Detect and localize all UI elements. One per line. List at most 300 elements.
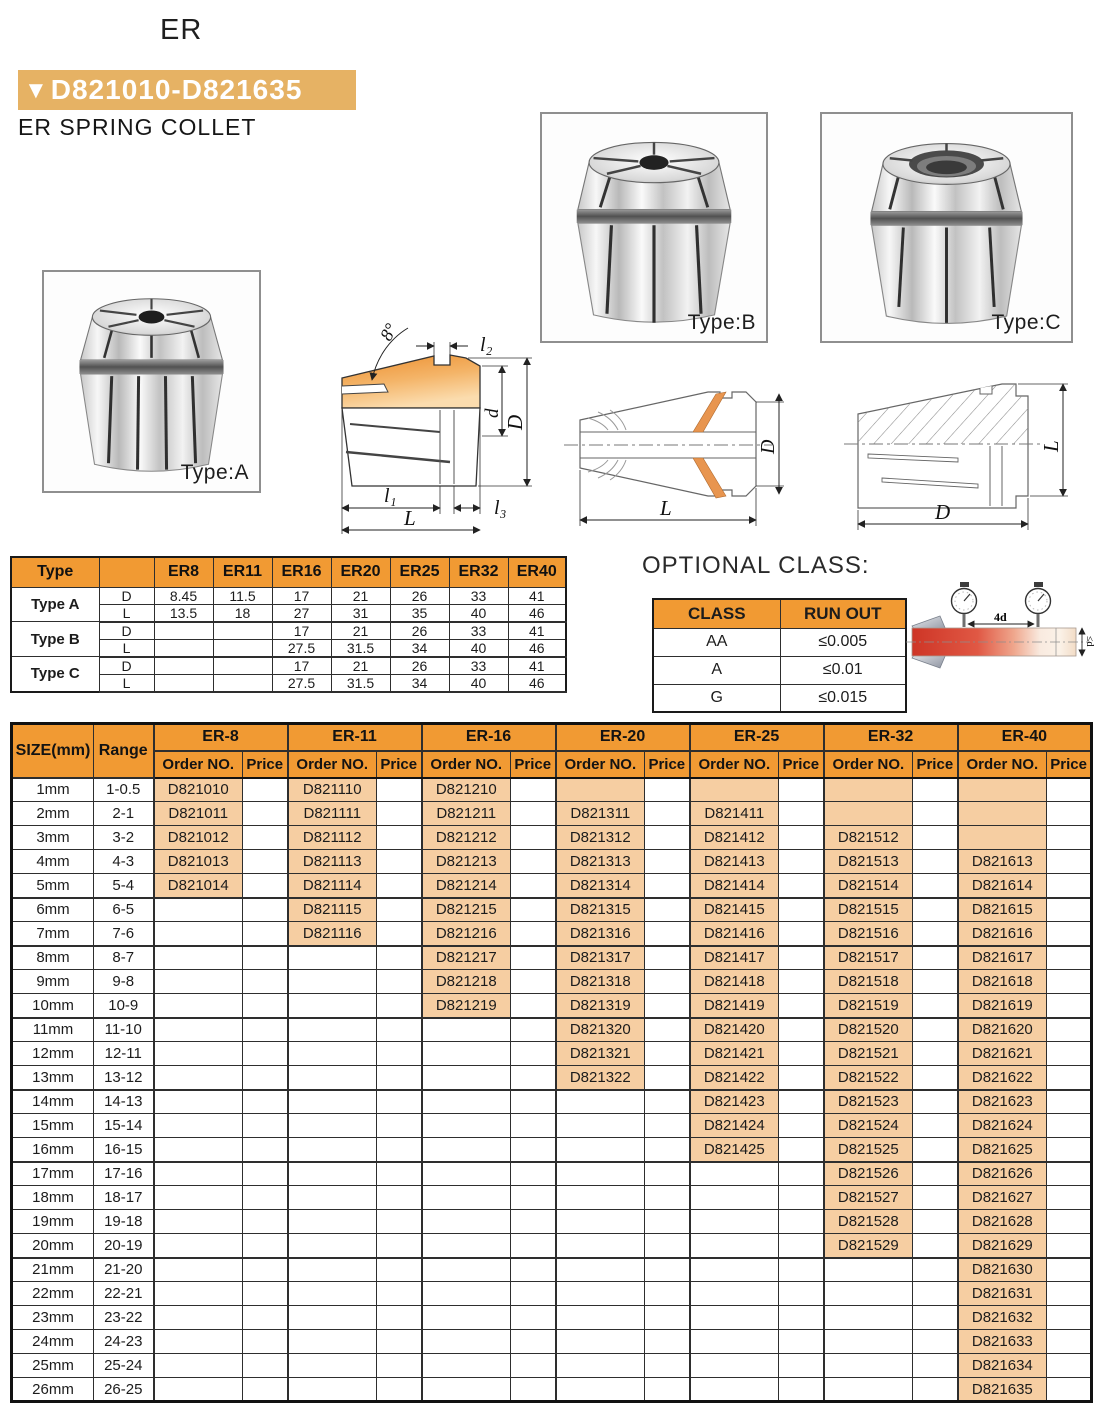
order-no-cell: D821115 xyxy=(288,898,377,922)
dim-value-cell xyxy=(154,657,213,675)
order-no-cell: D821514 xyxy=(824,874,913,898)
range-cell: 11-10 xyxy=(94,1018,154,1042)
order-no-cell xyxy=(690,1330,779,1354)
price-cell xyxy=(1047,874,1092,898)
price-cell xyxy=(511,1258,556,1282)
order-no-cell: D821213 xyxy=(422,850,511,874)
dim-value-cell: 40 xyxy=(449,604,508,622)
order-no-cell: D821632 xyxy=(958,1306,1047,1330)
range-cell: 18-17 xyxy=(94,1186,154,1210)
price-cell xyxy=(377,826,422,850)
price-cell xyxy=(243,1066,288,1090)
dim-value-cell: 27.5 xyxy=(272,674,331,692)
order-no-cell: D821631 xyxy=(958,1282,1047,1306)
dim-value-cell: 26 xyxy=(390,657,449,675)
order-no-cell: D821211 xyxy=(422,802,511,826)
order-no-cell: D821013 xyxy=(154,850,243,874)
order-no-cell: D821524 xyxy=(824,1114,913,1138)
order-no-cell: D821525 xyxy=(824,1138,913,1162)
order-no-cell xyxy=(154,994,243,1018)
range-cell: 16-15 xyxy=(94,1138,154,1162)
price-cell xyxy=(645,850,690,874)
dimension-drawing xyxy=(328,318,564,540)
price-cell xyxy=(377,994,422,1018)
price-cell xyxy=(377,1066,422,1090)
order-header-er-40: ER-40 xyxy=(958,724,1092,751)
order-no-cell xyxy=(824,1378,913,1402)
range-cell: 9-8 xyxy=(94,970,154,994)
price-cell xyxy=(377,1234,422,1258)
price-cell xyxy=(1047,1354,1092,1378)
dim-value-cell xyxy=(213,657,272,675)
price-cell xyxy=(511,1306,556,1330)
order-no-cell xyxy=(690,1258,779,1282)
dim-label-angle: 8° xyxy=(375,320,402,344)
price-cell xyxy=(645,1066,690,1090)
order-no-cell xyxy=(556,1306,645,1330)
dial-indicator-icon xyxy=(1026,582,1051,627)
order-no-cell: D821011 xyxy=(154,802,243,826)
order-no-cell: D821113 xyxy=(288,850,377,874)
price-cell xyxy=(511,1378,556,1402)
size-cell: 6mm xyxy=(12,898,94,922)
order-no-cell xyxy=(154,1018,243,1042)
collet-image-a xyxy=(44,272,259,491)
dim-value-cell: 31 xyxy=(331,604,390,622)
triangle-marker-icon: ▼ xyxy=(24,77,49,104)
price-cell xyxy=(377,778,422,802)
price-cell xyxy=(913,874,958,898)
order-table-head xyxy=(12,724,1092,778)
price-cell xyxy=(1047,826,1092,850)
order-no-cell: D821411 xyxy=(690,802,779,826)
price-cell xyxy=(511,994,556,1018)
page-title: ER SPRING COLLET xyxy=(18,114,257,140)
price-cell xyxy=(913,898,958,922)
price-cell xyxy=(243,1162,288,1186)
size-cell: 17mm xyxy=(12,1162,94,1186)
order-no-cell xyxy=(288,1162,377,1186)
price-cell xyxy=(243,1258,288,1282)
order-no-cell: D821618 xyxy=(958,970,1047,994)
order-no-cell xyxy=(556,1186,645,1210)
order-subheader-price: Price xyxy=(1047,751,1092,778)
size-cell: 2mm xyxy=(12,802,94,826)
order-no-cell xyxy=(690,1354,779,1378)
order-no-cell: D821010 xyxy=(154,778,243,802)
order-no-cell xyxy=(154,1210,243,1234)
order-no-cell: D821414 xyxy=(690,874,779,898)
price-cell xyxy=(913,1162,958,1186)
runout-diagram xyxy=(906,580,1096,700)
order-no-cell: D821014 xyxy=(154,874,243,898)
price-cell xyxy=(243,970,288,994)
dim-value-cell: 41 xyxy=(508,657,566,675)
dimension-row xyxy=(11,587,566,604)
price-cell xyxy=(1047,1018,1092,1042)
order-subheader-price: Price xyxy=(243,751,288,778)
price-cell xyxy=(913,922,958,946)
photo-label-type-c: Type:C xyxy=(991,311,1061,334)
price-cell xyxy=(511,1138,556,1162)
class-value-cell: G xyxy=(653,684,780,712)
size-cell: 23mm xyxy=(12,1306,94,1330)
order-no-cell: D821114 xyxy=(288,874,377,898)
order-row xyxy=(12,922,1092,946)
order-no-cell xyxy=(154,1114,243,1138)
price-cell xyxy=(511,1234,556,1258)
order-no-cell xyxy=(556,1138,645,1162)
price-cell xyxy=(243,778,288,802)
price-cell xyxy=(511,1042,556,1066)
order-no-cell xyxy=(422,1042,511,1066)
price-cell xyxy=(913,802,958,826)
dim-label-D: D xyxy=(503,414,527,430)
price-cell xyxy=(779,850,824,874)
price-cell xyxy=(377,1138,422,1162)
price-cell xyxy=(779,994,824,1018)
order-row xyxy=(12,1114,1092,1138)
range-cell: 13-12 xyxy=(94,1066,154,1090)
order-no-cell: D821630 xyxy=(958,1258,1047,1282)
order-subheader-price: Price xyxy=(511,751,556,778)
order-no-cell: D821318 xyxy=(556,970,645,994)
class-row xyxy=(653,684,906,712)
order-no-cell xyxy=(288,946,377,970)
order-no-cell: D821311 xyxy=(556,802,645,826)
price-cell xyxy=(913,1138,958,1162)
price-cell xyxy=(377,1018,422,1042)
order-no-cell: D821529 xyxy=(824,1234,913,1258)
dim-value-cell: 46 xyxy=(508,604,566,622)
order-row xyxy=(12,1354,1092,1378)
order-no-cell xyxy=(690,1306,779,1330)
dim-header-ER8: ER8 xyxy=(154,557,213,587)
order-no-cell: D821633 xyxy=(958,1330,1047,1354)
photo-type-c xyxy=(820,112,1073,343)
order-no-cell xyxy=(824,1330,913,1354)
order-no-cell xyxy=(422,1210,511,1234)
order-no-cell: D821527 xyxy=(824,1186,913,1210)
size-cell: 11mm xyxy=(12,1018,94,1042)
class-header-row xyxy=(653,599,906,628)
order-no-cell xyxy=(288,1258,377,1282)
order-no-cell: D821322 xyxy=(556,1066,645,1090)
price-cell xyxy=(511,802,556,826)
order-no-cell: D821422 xyxy=(690,1066,779,1090)
order-no-cell xyxy=(154,1186,243,1210)
order-header-er-32: ER-32 xyxy=(824,724,958,751)
class-table-head xyxy=(653,599,906,628)
price-cell xyxy=(511,1066,556,1090)
price-cell xyxy=(779,970,824,994)
order-header-range: Range xyxy=(94,724,154,778)
price-cell xyxy=(645,1282,690,1306)
order-row xyxy=(12,802,1092,826)
order-no-cell xyxy=(288,1354,377,1378)
price-cell xyxy=(377,1330,422,1354)
range-cell: 4-3 xyxy=(94,850,154,874)
price-cell xyxy=(913,1234,958,1258)
dim-label-L3: L xyxy=(1039,440,1063,452)
collet-image-c xyxy=(822,114,1071,341)
part-range-text: D821010-D821635 xyxy=(50,74,303,105)
price-cell xyxy=(913,994,958,1018)
dim-label-d: d xyxy=(482,408,503,418)
price-cell xyxy=(913,1186,958,1210)
order-no-cell xyxy=(288,1186,377,1210)
order-no-cell xyxy=(690,1186,779,1210)
photo-label-type-b: Type:B xyxy=(687,311,756,334)
dim-value-cell: 13.5 xyxy=(154,604,213,622)
order-no-cell xyxy=(288,1378,377,1402)
size-cell: 12mm xyxy=(12,1042,94,1066)
order-row xyxy=(12,1018,1092,1042)
dim-value-cell: 8.45 xyxy=(154,587,213,604)
order-subheader-order-no: Order NO. xyxy=(154,751,243,778)
order-no-cell xyxy=(288,1042,377,1066)
range-cell: 6-5 xyxy=(94,898,154,922)
price-cell xyxy=(511,1162,556,1186)
price-cell xyxy=(645,1090,690,1114)
order-no-cell xyxy=(154,1138,243,1162)
price-cell xyxy=(779,1258,824,1282)
order-no-cell: D821623 xyxy=(958,1090,1047,1114)
dim-value-cell: 33 xyxy=(449,657,508,675)
order-row xyxy=(12,994,1092,1018)
order-no-cell xyxy=(556,1330,645,1354)
order-no-cell: D821317 xyxy=(556,946,645,970)
order-row xyxy=(12,778,1092,802)
range-cell: 25-24 xyxy=(94,1354,154,1378)
dim-value-cell: 18 xyxy=(213,604,272,622)
price-cell xyxy=(377,1042,422,1066)
order-no-cell: D821420 xyxy=(690,1018,779,1042)
order-no-cell: D821629 xyxy=(958,1234,1047,1258)
range-cell: 7-6 xyxy=(94,922,154,946)
dim-value-cell: 33 xyxy=(449,622,508,640)
order-no-cell xyxy=(422,1162,511,1186)
price-cell xyxy=(645,778,690,802)
size-cell: 9mm xyxy=(12,970,94,994)
price-cell xyxy=(913,1090,958,1114)
price-cell xyxy=(1047,1210,1092,1234)
price-cell xyxy=(913,1282,958,1306)
price-cell xyxy=(243,1210,288,1234)
price-cell xyxy=(1047,1378,1092,1402)
type-label: Type B xyxy=(11,622,99,657)
price-cell xyxy=(511,946,556,970)
dim-value-cell: 41 xyxy=(508,622,566,640)
order-no-cell xyxy=(422,1186,511,1210)
price-cell xyxy=(243,1114,288,1138)
order-no-cell xyxy=(690,1378,779,1402)
order-no-cell xyxy=(288,1138,377,1162)
order-no-cell: D821627 xyxy=(958,1186,1047,1210)
order-no-cell xyxy=(824,802,913,826)
price-cell xyxy=(1047,1042,1092,1066)
price-cell xyxy=(779,802,824,826)
order-subheader-price: Price xyxy=(913,751,958,778)
order-no-cell: D821315 xyxy=(556,898,645,922)
size-cell: 15mm xyxy=(12,1114,94,1138)
price-cell xyxy=(377,1162,422,1186)
price-cell xyxy=(1047,946,1092,970)
order-subheader-price: Price xyxy=(779,751,824,778)
dim-header-blank xyxy=(99,557,154,587)
range-cell: 19-18 xyxy=(94,1210,154,1234)
price-cell xyxy=(243,994,288,1018)
order-no-cell: D821515 xyxy=(824,898,913,922)
order-no-cell: D821112 xyxy=(288,826,377,850)
price-cell xyxy=(1047,802,1092,826)
price-cell xyxy=(645,1018,690,1042)
dim-value-cell xyxy=(213,639,272,657)
dim-label-l1: l₁ xyxy=(384,485,397,507)
order-no-cell: D821628 xyxy=(958,1210,1047,1234)
size-cell: 1mm xyxy=(12,778,94,802)
dim-letter-cell: D xyxy=(99,587,154,604)
order-no-cell xyxy=(288,1306,377,1330)
dim-letter-cell: L xyxy=(99,639,154,657)
runout-span-label: 4d xyxy=(994,610,1007,624)
price-cell xyxy=(243,1306,288,1330)
order-no-cell: D821214 xyxy=(422,874,511,898)
order-no-cell: D821425 xyxy=(690,1138,779,1162)
order-no-cell: D821218 xyxy=(422,970,511,994)
price-cell xyxy=(779,1042,824,1066)
price-cell xyxy=(913,1114,958,1138)
price-cell xyxy=(1047,1114,1092,1138)
order-row xyxy=(12,826,1092,850)
dimension-row xyxy=(11,657,566,675)
dim-value-cell: 34 xyxy=(390,674,449,692)
order-row xyxy=(12,1186,1092,1210)
price-cell xyxy=(377,1186,422,1210)
dim-value-cell: 17 xyxy=(272,622,331,640)
order-no-cell: D821319 xyxy=(556,994,645,1018)
price-cell xyxy=(1047,1138,1092,1162)
order-table-body xyxy=(12,778,1092,1402)
dim-value-cell: 11.5 xyxy=(213,587,272,604)
price-cell xyxy=(1047,1234,1092,1258)
order-no-cell xyxy=(422,1306,511,1330)
price-cell xyxy=(779,826,824,850)
price-cell xyxy=(511,1114,556,1138)
dim-value-cell xyxy=(154,622,213,640)
price-cell xyxy=(779,1234,824,1258)
order-no-cell xyxy=(288,1234,377,1258)
price-cell xyxy=(645,1258,690,1282)
order-no-cell xyxy=(556,1258,645,1282)
order-no-cell: D821517 xyxy=(824,946,913,970)
dim-value-cell: 27 xyxy=(272,604,331,622)
order-no-cell xyxy=(288,1282,377,1306)
order-no-cell: D821621 xyxy=(958,1042,1047,1066)
order-no-cell: D821424 xyxy=(690,1114,779,1138)
price-cell xyxy=(377,1378,422,1402)
size-cell: 4mm xyxy=(12,850,94,874)
size-cell: 10mm xyxy=(12,994,94,1018)
collet-image-b xyxy=(542,114,766,341)
dim-value-cell: 21 xyxy=(331,587,390,604)
order-no-cell xyxy=(556,778,645,802)
price-cell xyxy=(377,898,422,922)
order-table xyxy=(10,722,1093,1403)
price-cell xyxy=(377,874,422,898)
order-no-cell xyxy=(556,1210,645,1234)
order-no-cell xyxy=(556,1162,645,1186)
size-cell: 16mm xyxy=(12,1138,94,1162)
order-no-cell xyxy=(288,970,377,994)
class-value-cell: A xyxy=(653,656,780,684)
price-cell xyxy=(511,898,556,922)
dim-header-ER32: ER32 xyxy=(449,557,508,587)
size-cell: 8mm xyxy=(12,946,94,970)
order-no-cell xyxy=(288,1210,377,1234)
order-no-cell xyxy=(154,946,243,970)
dim-value-cell: 41 xyxy=(508,587,566,604)
price-cell xyxy=(377,970,422,994)
order-no-cell xyxy=(422,1282,511,1306)
price-cell xyxy=(645,946,690,970)
price-cell xyxy=(243,1378,288,1402)
price-cell xyxy=(1047,850,1092,874)
dim-label-l2: l₂ xyxy=(480,334,493,356)
dim-value-cell: 31.5 xyxy=(331,639,390,657)
price-cell xyxy=(243,1138,288,1162)
order-header-row-groups xyxy=(12,724,1092,751)
price-cell xyxy=(243,874,288,898)
order-row xyxy=(12,946,1092,970)
price-cell xyxy=(377,1258,422,1282)
order-no-cell xyxy=(422,1138,511,1162)
order-no-cell: D821215 xyxy=(422,898,511,922)
dim-value-cell: 31.5 xyxy=(331,674,390,692)
order-no-cell xyxy=(154,1162,243,1186)
price-cell xyxy=(377,1210,422,1234)
order-row xyxy=(12,1306,1092,1330)
price-cell xyxy=(377,1354,422,1378)
section-drawing-b xyxy=(550,356,816,536)
dim-label-D3: D xyxy=(935,500,951,524)
order-no-cell xyxy=(690,1162,779,1186)
order-header-er-8: ER-8 xyxy=(154,724,288,751)
class-table-body xyxy=(653,628,906,712)
section-drawing-c xyxy=(830,356,1096,536)
class-row xyxy=(653,656,906,684)
price-cell xyxy=(511,826,556,850)
dim-label-L2: L xyxy=(660,496,672,520)
price-cell xyxy=(645,898,690,922)
price-cell xyxy=(1047,1162,1092,1186)
price-cell xyxy=(1047,1330,1092,1354)
order-no-cell xyxy=(154,1090,243,1114)
order-no-cell xyxy=(288,1090,377,1114)
price-cell xyxy=(779,922,824,946)
dim-value-cell: 17 xyxy=(272,657,331,675)
price-cell xyxy=(1047,1258,1092,1282)
range-cell: 21-20 xyxy=(94,1258,154,1282)
order-no-cell: D821616 xyxy=(958,922,1047,946)
order-no-cell: D821312 xyxy=(556,826,645,850)
order-row xyxy=(12,1234,1092,1258)
dim-value-cell: 17 xyxy=(272,587,331,604)
order-row xyxy=(12,970,1092,994)
class-table xyxy=(652,598,907,713)
range-cell: 12-11 xyxy=(94,1042,154,1066)
dim-value-cell xyxy=(154,639,213,657)
